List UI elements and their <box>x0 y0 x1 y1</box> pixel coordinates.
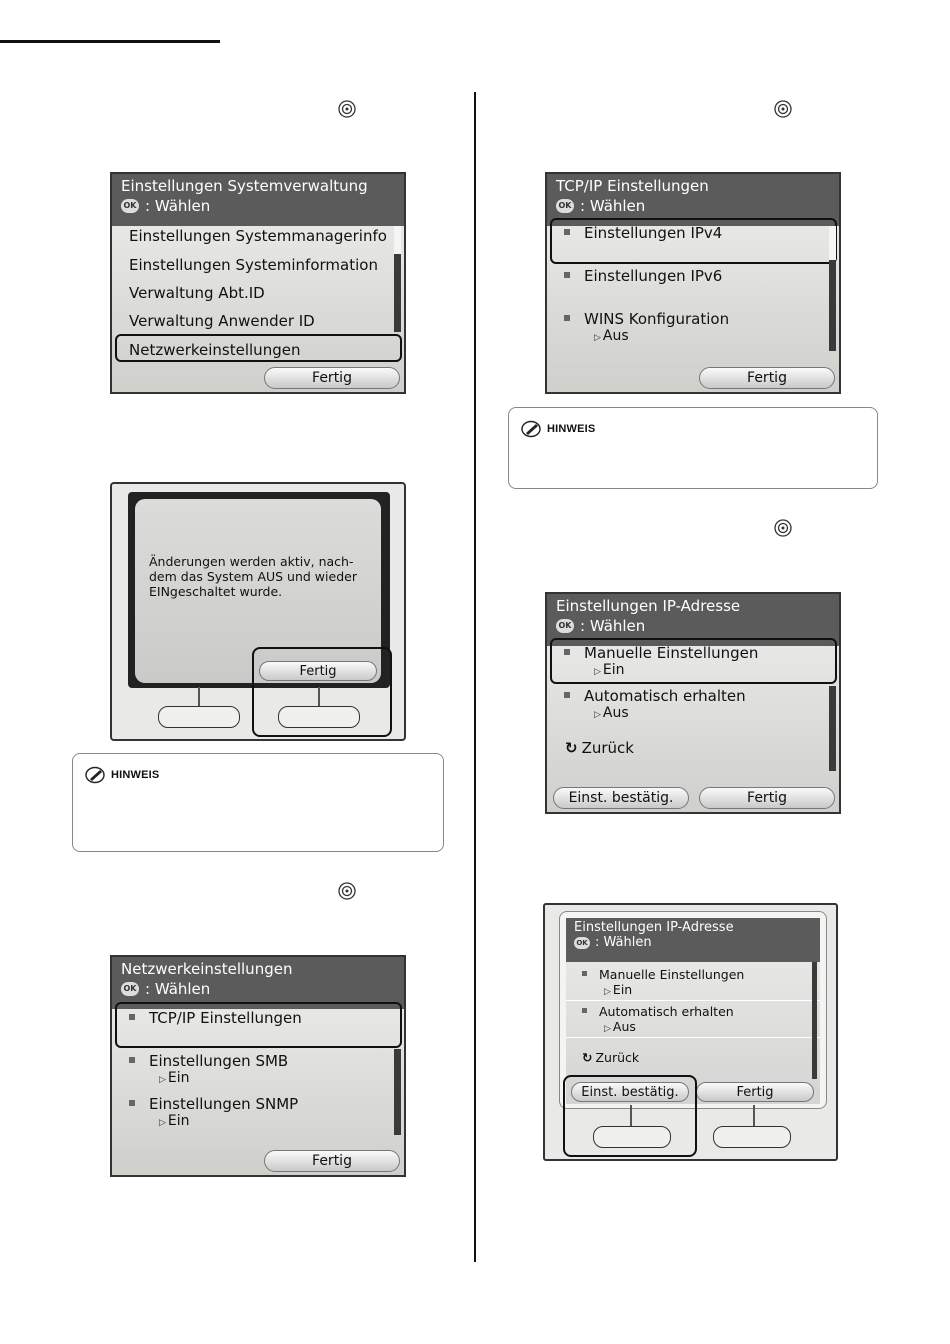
panel-header <box>566 918 820 962</box>
fertig-button[interactable]: Fertig <box>699 787 835 809</box>
ok-hint: : Wählen <box>595 935 652 950</box>
scrollbar[interactable] <box>812 962 817 1079</box>
back-arrow-icon: ↻ <box>582 1050 593 1065</box>
menu-item-manuell[interactable]: Manuelle Einstellungen ▷ Ein <box>564 644 839 678</box>
menu-item-ipv4[interactable]: Einstellungen IPv4 <box>564 224 839 242</box>
menu-item-ipv6[interactable]: Einstellungen IPv6 <box>564 267 839 285</box>
section-rule <box>0 40 220 43</box>
ok-hint: : Wählen <box>580 197 646 215</box>
back-arrow-icon: ↻ <box>565 739 578 757</box>
fertig-button[interactable]: Fertig <box>264 367 400 389</box>
hardware-key-right[interactable] <box>713 1126 791 1148</box>
menu-item-automatisch[interactable]: Automatisch erhalten ▷ Aus <box>564 687 839 721</box>
hinweis-label: HINWEIS <box>547 423 596 435</box>
selection-highlight <box>115 1002 402 1048</box>
selection-highlight <box>252 647 392 737</box>
menu-item-snmp[interactable]: Einstellungen SNMP ▷ Ein <box>129 1095 404 1129</box>
einst-bestaetig-button[interactable]: Einst. bestätig. <box>553 787 689 809</box>
panel-title: Netzwerkeinstellungen <box>121 960 293 978</box>
menu-item-smb[interactable]: Einstellungen SMB ▷ Ein <box>129 1052 404 1086</box>
menu-item-tcpip[interactable]: TCP/IP Einstellungen <box>129 1009 404 1027</box>
menu-item-automatisch[interactable]: Automatisch erhalten ▷ Aus <box>582 1004 820 1034</box>
scrollbar[interactable] <box>394 226 401 332</box>
column-divider <box>474 92 476 1262</box>
hinweis-label: HINWEIS <box>111 769 160 781</box>
scrollbar[interactable] <box>829 686 836 771</box>
panel-title: Einstellungen Systemverwaltung <box>121 177 368 195</box>
selection-highlight <box>115 334 402 362</box>
ok-icon: OK <box>556 199 574 213</box>
panel-title: Einstellungen IP-Adresse <box>574 920 734 935</box>
note-pencil-icon <box>521 420 543 438</box>
device-ip-adresse <box>543 903 838 1161</box>
ok-hint: : Wählen <box>145 197 211 215</box>
panel-header <box>112 174 404 226</box>
panel-title: TCP/IP Einstellungen <box>556 177 709 195</box>
ok-hint: : Wählen <box>145 980 211 998</box>
menu-item[interactable]: Einstellungen Systemmanagerinfo <box>129 227 387 245</box>
dialog-message: Änderungen werden aktiv, nach- dem das System AUS und wieder EINgeschaltet wurde. <box>149 554 357 599</box>
dial-icon <box>774 100 792 118</box>
device-dialog <box>110 482 406 741</box>
dial-icon <box>774 519 792 537</box>
panel-netzwerkeinstellungen <box>110 955 406 1177</box>
menu-item[interactable]: Verwaltung Anwender ID <box>129 312 315 330</box>
panel-ip-adresse <box>545 592 841 814</box>
menu-item-wins[interactable]: WINS Konfiguration ▷ Aus <box>564 310 839 344</box>
ok-hint: : Wählen <box>580 617 646 635</box>
menu-item[interactable]: Einstellungen Systeminformation <box>129 256 378 274</box>
back-item[interactable]: ↻ Zurück <box>565 739 634 757</box>
scrollbar[interactable] <box>829 226 836 351</box>
ok-icon: OK <box>556 619 574 633</box>
fertig-button[interactable]: Fertig <box>696 1082 814 1102</box>
panel-title: Einstellungen IP-Adresse <box>556 597 741 615</box>
menu-item-netzwerkeinstellungen[interactable]: Netzwerkeinstellungen <box>129 341 301 359</box>
selection-highlight <box>563 1075 697 1157</box>
ok-icon: OK <box>574 937 590 949</box>
dial-icon <box>338 882 356 900</box>
panel-tcpip <box>545 172 841 394</box>
hinweis-note <box>72 753 444 852</box>
fertig-button[interactable]: Fertig <box>259 661 377 681</box>
selection-highlight <box>550 638 837 684</box>
note-pencil-icon <box>85 766 107 784</box>
dial-icon <box>338 100 356 118</box>
fertig-button[interactable]: Fertig <box>264 1150 400 1172</box>
scrollbar[interactable] <box>394 1049 401 1135</box>
hinweis-note <box>508 407 878 489</box>
selection-highlight <box>550 218 837 264</box>
ok-icon: OK <box>121 199 139 213</box>
hardware-key-left[interactable] <box>158 706 240 728</box>
back-item[interactable]: ↻ Zurück <box>582 1050 640 1065</box>
panel-systemverwaltung <box>110 172 406 394</box>
ok-icon: OK <box>121 982 139 996</box>
fertig-button[interactable]: Fertig <box>699 367 835 389</box>
menu-item[interactable]: Verwaltung Abt.ID <box>129 284 265 302</box>
einst-bestaetig-button[interactable]: Einst. bestätig. <box>571 1082 689 1102</box>
menu-item-manuell[interactable]: Manuelle Einstellungen ▷ Ein <box>582 967 820 997</box>
